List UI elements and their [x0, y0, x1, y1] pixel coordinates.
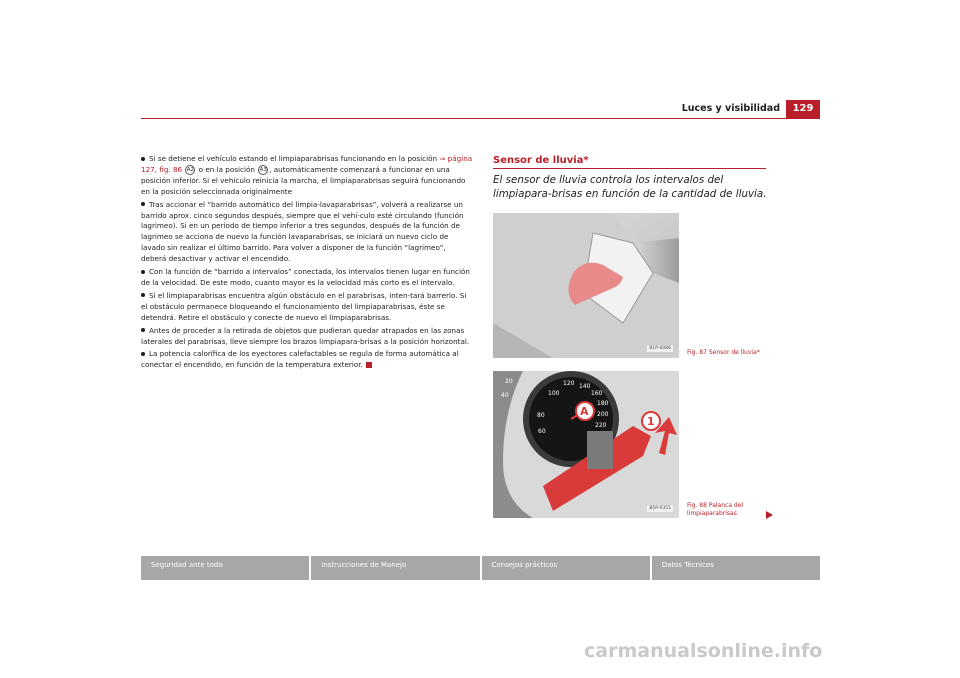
gauge-tick: 200	[597, 411, 609, 418]
tab-consejos[interactable]: Consejos prácticos	[482, 556, 650, 580]
figure-rain-sensor	[493, 213, 679, 358]
gauge-tick: 120	[563, 380, 575, 387]
figure-caption: Fig. 88 Palanca del limpiaparabrisas	[687, 502, 744, 517]
gauge-tick: 60	[538, 428, 546, 435]
bullet-item: La potencia calorífica de los eyectores calefactables se regula de forma automática al conectar el encendido, en función de la temperatura exterior.	[141, 349, 459, 370]
figure-code: B5P-0351	[649, 506, 671, 511]
figure-caption: Fig. 87 Sensor de lluvia*	[687, 349, 760, 356]
watermark: carmanualsonline.info	[584, 640, 823, 662]
gauge-tick: 20	[505, 378, 513, 385]
label-a: A	[580, 405, 589, 418]
bullet-icon	[141, 157, 145, 161]
figure-wiper-lever	[493, 371, 679, 518]
tab-seguridad[interactable]: Seguridad ante todo	[141, 556, 309, 580]
gauge-tick: 180	[597, 400, 609, 407]
bullet-icon	[141, 328, 145, 332]
bullet-item: Con la función de “barrido a intervalos” conectada, los intervalos tienen lugar en función de la velocidad. De este modo, cuanto mayor es la velocidad más corto es el intervalo.	[141, 267, 470, 287]
page-number: 129	[786, 100, 820, 118]
bullet-item: Si se detiene el vehículo estando el limpiaparabrisas funcionando en la posición ⇒ página 127, fig. 86 A2 o en la posición A3 , automáticamente comenzará a funcionar en una posición inferior. Si el vehículo reinicia la marcha, el limpiaparabrisas seguirá funcionando en la posición seleccionada originalmente	[141, 154, 473, 196]
bullet-item: Antes de proceder a la retirada de objetos que pudieran quedar atrapados en las zonas laterales del parabrisas, lleve siempre los brazos limpiapara-brisas a la posición horizontal.	[141, 325, 470, 346]
label-1: 1	[647, 415, 655, 428]
bullet-icon	[141, 352, 145, 356]
gauge-tick: 220	[595, 422, 607, 429]
gauge-tick: 80	[537, 412, 545, 419]
wiper-lever-illustration	[493, 371, 679, 518]
figure-code: B1P-0086	[649, 346, 671, 351]
bullet-icon	[141, 270, 145, 274]
continue-arrow-icon[interactable]	[766, 511, 773, 519]
tab-instrucciones[interactable]: Instrucciones de Manejo	[311, 556, 479, 580]
bullet-item: Tras accionar el “barrido automático del limpia-lavaparabrisas”, volverá a realizarse un barrido aprox. cinco segundos después, siempre que el vehí-culo esté circulando (función lagrimeo). Si en un período de tiempo inferior a tres segundos, después de la función de lagrimeo se acciona de nuevo la función lavaparabrisas, se iniciará un nuevo ciclo de lavado sin realizar el último barrido. Para volver a disponer de la función “lagrimeo”, deberá desactivar y activar el encendido.	[141, 199, 464, 264]
section-rule	[493, 168, 766, 169]
rain-sensor-illustration	[493, 213, 679, 358]
footer-nav	[141, 556, 820, 580]
end-of-section-icon	[366, 362, 372, 368]
bullet-item: Si el limpiaparabrisas encuentra algún obstáculo en el parabrisas, inten-tará barrerlo. Si el obstáculo permanece bloqueando el funcionamiento del limpiaparabrisas, éste se detendrá. Retire el obstáculo y conecte de nuevo el limpiaparabrisas.	[141, 290, 467, 322]
gauge-tick: 100	[548, 390, 560, 397]
bullet-icon	[141, 202, 145, 206]
cross-reference-link[interactable]: ⇒ página 127, fig. 86	[141, 154, 473, 174]
position-a3-icon: A3	[259, 166, 267, 173]
gauge-tick: 140	[579, 383, 591, 390]
section-title: Sensor de lluvia*	[493, 155, 589, 166]
position-a2-icon: A2	[186, 166, 195, 173]
chapter-title: Luces y visibilidad	[681, 103, 780, 114]
left-column	[141, 154, 473, 373]
gauge-tick: 40	[501, 392, 509, 399]
bullet-icon	[141, 293, 145, 297]
section-intro: El sensor de lluvia controla los intervalos del limpiapara-brisas en función de la cantidad de lluvia.	[493, 174, 767, 200]
header-rule	[141, 118, 820, 119]
tab-datos[interactable]: Datos Técnicos	[652, 556, 820, 580]
gauge-tick: 160	[591, 390, 603, 397]
